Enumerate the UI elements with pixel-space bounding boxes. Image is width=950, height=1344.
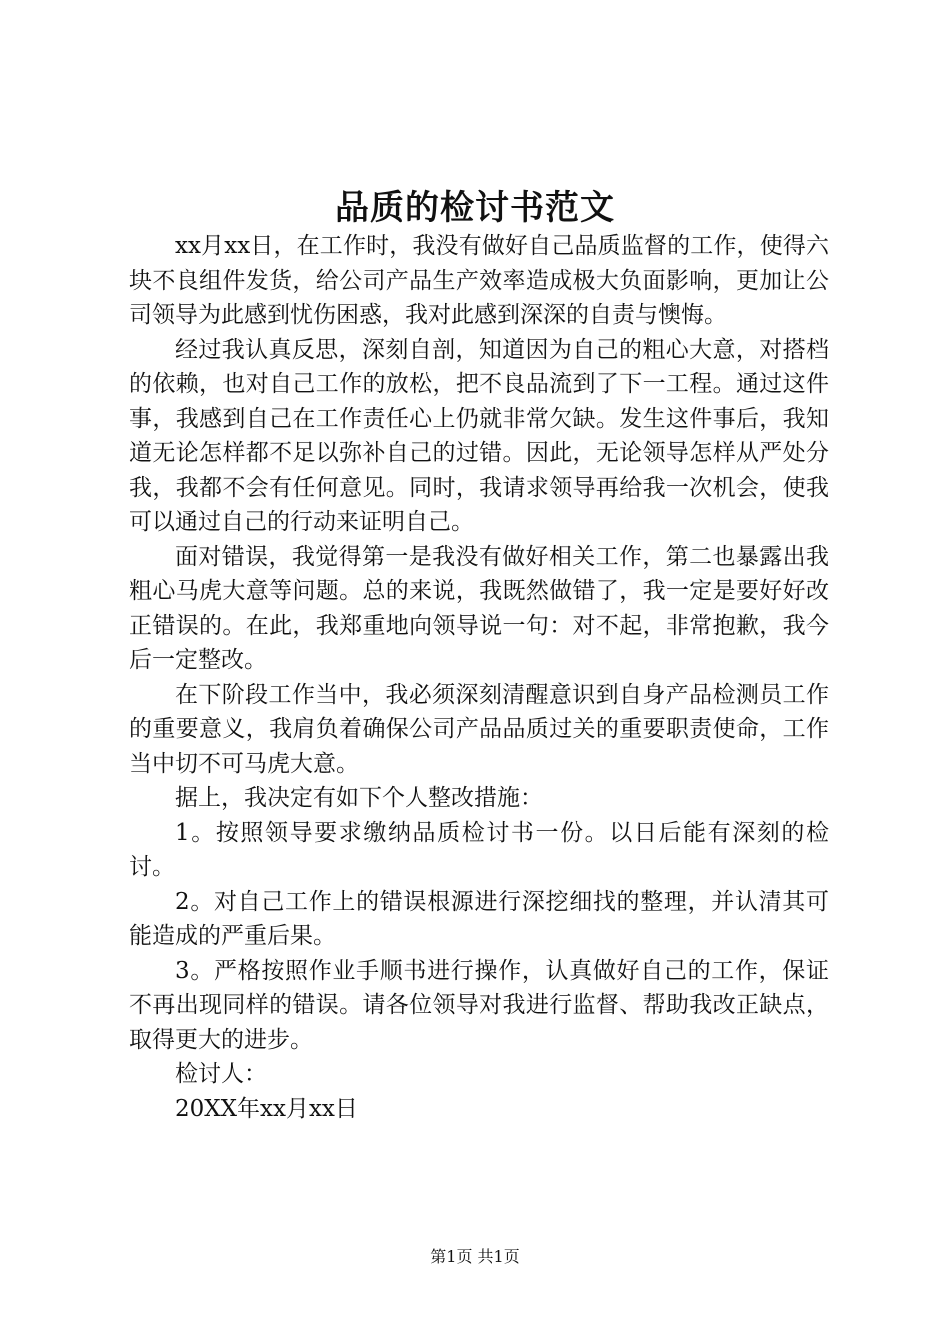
measure-item-2: 2。对自己工作上的错误根源进行深挖细找的整理，并认清其可能造成的严重后果。	[129, 888, 829, 949]
paragraph-facing-mistakes: 面对错误，我觉得第一是我没有做好相关工作，第二也暴露出我粗心马虎大意等问题。总的来说，我既然做错了，我一定是要好好改正错误的。在此，我郑重地向领导说一句：对不起，非常抱歉，我今后一定整改。	[129, 543, 829, 673]
document-body	[129, 229, 829, 1126]
measure-item-1: 1。按照领导要求缴纳品质检讨书一份。以日后能有深刻的检讨。	[129, 819, 829, 880]
signature-date: 20XX年xx月xx日	[175, 1095, 358, 1122]
page-number-footer: 第1页 共1页	[430, 1247, 520, 1266]
paragraph-measures-intro: 据上，我决定有如下个人整改措施：	[175, 785, 543, 811]
document-title: 品质的检讨书范文	[335, 188, 615, 228]
paragraph-incident: xx月xx日，在工作时，我没有做好自己品质监督的工作，使得六块不良组件发货，给公司产品生产效率造成极大负面影响，更加让公司领导为此感到忧伤困惑，我对此感到深深的自责与懊悔。	[129, 233, 829, 328]
paragraph-reflection: 经过我认真反思，深刻自剖，知道因为自己的粗心大意，对搭档的依赖，也对自己工作的放松，把不良品流到了下一工程。通过这件事，我感到自己在工作责任心上仍就非常欠缺。发生这件事后，我知道无论怎样都不足以弥补自己的过错。因此，无论领导怎样从严处分我，我都不会有任何意见。同时，我请求领导再给我一次机会，使我可以通过自己的行动来证明自己。	[129, 336, 829, 535]
signature-label: 检讨人：	[175, 1061, 267, 1087]
paragraph-next-stage: 在下阶段工作当中，我必须深刻清醒意识到自身产品检测员工作的重要意义，我肩负着确保公司产品品质过关的重要职责使命，工作当中切不可马虎大意。	[129, 681, 829, 777]
measure-item-3: 3。严格按照作业手顺书进行操作，认真做好自己的工作，保证不再出现同样的错误。请各位领导对我进行监督、帮助我改正缺点，取得更大的进步。	[129, 957, 829, 1053]
